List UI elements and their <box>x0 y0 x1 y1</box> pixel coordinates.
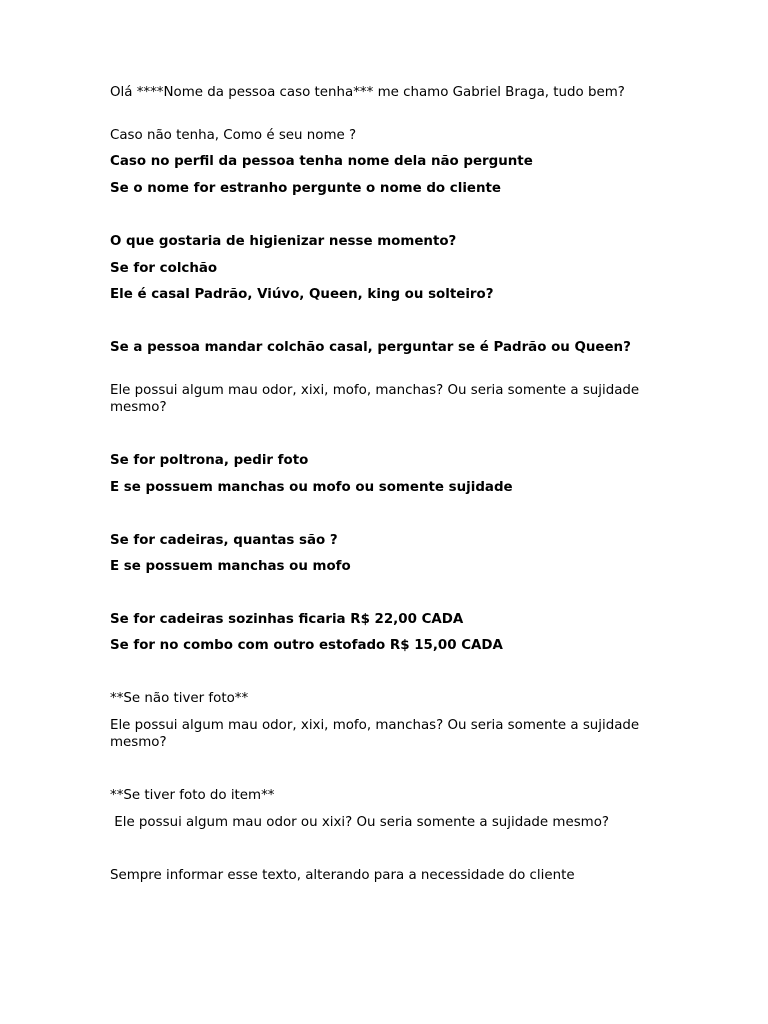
profile-name-instruction: Caso no perfil da pessoa tenha nome dela não pergunte <box>110 154 533 169</box>
chairs-count-question: Se for cadeiras, quantas são ? <box>110 533 338 548</box>
greeting-line: Olá ****Nome da pessoa caso tenha*** me chamo Gabriel Braga, tudo bem? <box>110 85 625 100</box>
closing-instruction: Sempre informar esse texto, alterando para a necessidade do cliente <box>110 868 575 883</box>
odor-question: Ele possui algum mau odor, xixi, mofo, manchas? Ou seria somente a sujidade mesmo? <box>110 383 640 415</box>
chairs-stains-instruction: E se possuem manchas ou mofo <box>110 559 351 574</box>
mattress-condition: Se for colchão <box>110 261 218 276</box>
armchair-stains-instruction: E se possuem manchas ou mofo ou somente sujidade <box>110 480 513 495</box>
strange-name-instruction: Se o nome for estranho pergunte o nome do cliente <box>110 181 502 196</box>
with-photo-question: Ele possui algum mau odor ou xixi? Ou seria somente a sujidade mesmo? <box>110 815 610 830</box>
cleaning-question: O que gostaria de higienizar nesse momento? <box>110 234 457 249</box>
no-photo-heading: **Se não tiver foto** <box>110 691 249 706</box>
ask-name-line: Caso não tenha, Como é seu nome ? <box>110 128 357 143</box>
chairs-alone-price: Se for cadeiras sozinhas ficaria R$ 22,00 CADA <box>110 612 464 627</box>
no-photo-question: Ele possui algum mau odor, xixi, mofo, manchas? Ou seria somente a sujidade mesmo? <box>110 718 640 750</box>
with-photo-heading: **Se tiver foto do item** <box>110 788 275 803</box>
double-mattress-instruction: Se a pessoa mandar colchão casal, perguntar se é Padrão ou Queen? <box>110 340 631 355</box>
armchair-instruction: Se for poltrona, pedir foto <box>110 453 309 468</box>
mattress-size-question: Ele é casal Padrão, Viúvo, Queen, king ou solteiro? <box>110 287 494 302</box>
chairs-combo-price: Se for no combo com outro estofado R$ 15,00 CADA <box>110 638 503 653</box>
